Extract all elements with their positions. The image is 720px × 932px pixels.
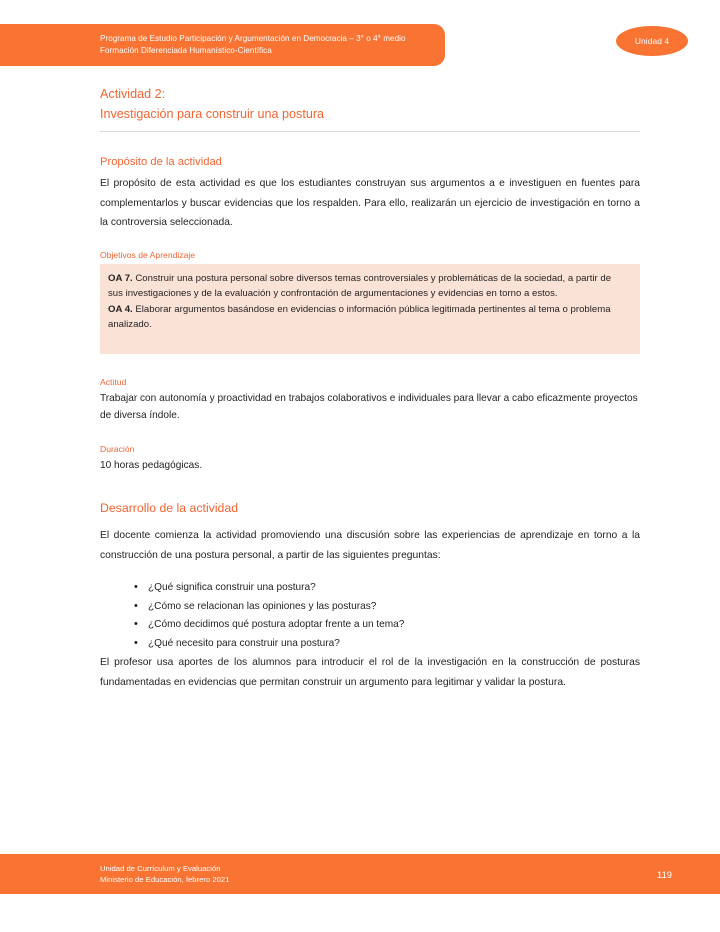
list-item: • ¿Qué necesito para construir una postura?: [100, 635, 640, 653]
page-number: 119: [657, 868, 672, 880]
unit-badge-label: Unidad 4: [634, 36, 670, 46]
learning-objectives-box: [100, 264, 640, 355]
question-list: [100, 579, 640, 653]
attitude-section: [100, 376, 640, 424]
learning-objective-item: [108, 271, 628, 302]
duration-text: 10 horas pedagógicas.: [100, 459, 203, 471]
footer-ministry-line: Ministerio de Educación, febrero 2021: [100, 875, 230, 884]
page-header-bar: [0, 24, 445, 66]
development-intro-text: El docente comienza la actividad promoviendo una discusión sobre las experiencias de aprendizaje en torno a la construcción de una postura personal, a partir de las siguientes preguntas:: [100, 530, 640, 561]
learning-objectives-heading: Objetivos de Aprendizaje: [100, 249, 196, 260]
footer-unit-line: Unidad de Currículum y Evaluación: [100, 863, 221, 873]
footer-credits: [100, 863, 229, 886]
page-footer-bar: [0, 854, 720, 894]
development-section: [100, 500, 640, 692]
activity-label: Actividad 2:: [100, 87, 166, 101]
attitude-heading: Actitud: [100, 377, 127, 388]
purpose-heading: Propósito de la actividad: [100, 156, 222, 168]
unit-badge: [616, 26, 688, 56]
title-divider: [100, 131, 640, 132]
development-closing-text: El profesor usa aportes de los alumnos para introducir el rol de la investigación en la construcción de posturas fundamentadas en evidencias que permitan construir un argumento para legitimar y validar la postura.: [100, 657, 640, 688]
page-title: [100, 84, 640, 124]
list-item: • ¿Cómo decidimos qué postura adoptar frente a un tema?: [100, 616, 640, 634]
list-item: • ¿Qué significa construir una postura?: [100, 579, 640, 597]
oa-code: OA 7.: [108, 272, 133, 284]
development-heading: Desarrollo de la actividad: [100, 501, 239, 516]
learning-objectives-section: [100, 249, 640, 355]
list-item: • ¿Cómo se relacionan las opiniones y las posturas?: [100, 598, 640, 616]
oa-code: OA 4.: [108, 303, 133, 315]
activity-title: Investigación para construir una postura: [100, 107, 325, 121]
oa-text: Construir una postura personal sobre diversos temas controversiales y problemáticas de la sociedad, a partir de sus investigaciones y de la evaluación y confrontación de argumentaciones y evidencias en torno a estos.: [108, 272, 612, 300]
page-content: [100, 84, 640, 692]
duration-heading: Duración: [100, 443, 135, 454]
header-program-line: Programa de Estudio Participación y Argumentación en Democracia – 3° o 4° medio: [100, 33, 406, 43]
attitude-text: Trabajar con autonomía y proactividad en trabajos colaborativos e individuales para llevar a cabo eficazmente proyectos de diversa índole.: [100, 393, 638, 421]
purpose-section: [100, 154, 640, 233]
duration-section: [100, 443, 640, 475]
header-formation-line: Formación Diferenciada Humanístico-Científica: [100, 46, 272, 55]
purpose-text: El propósito de esta actividad es que los estudiantes construyan sus argumentos a e investiguen en fuentes para complementarlos y buscar evidencias que los respalden. Para ello, realizarán un ejercicio de investigación en torno a la controversia seleccionada.: [100, 178, 640, 229]
learning-objective-item: [108, 302, 628, 333]
oa-text: Elaborar argumentos basándose en evidencias o información pública legitimada pertinentes al tema o problema analizado.: [108, 303, 611, 330]
